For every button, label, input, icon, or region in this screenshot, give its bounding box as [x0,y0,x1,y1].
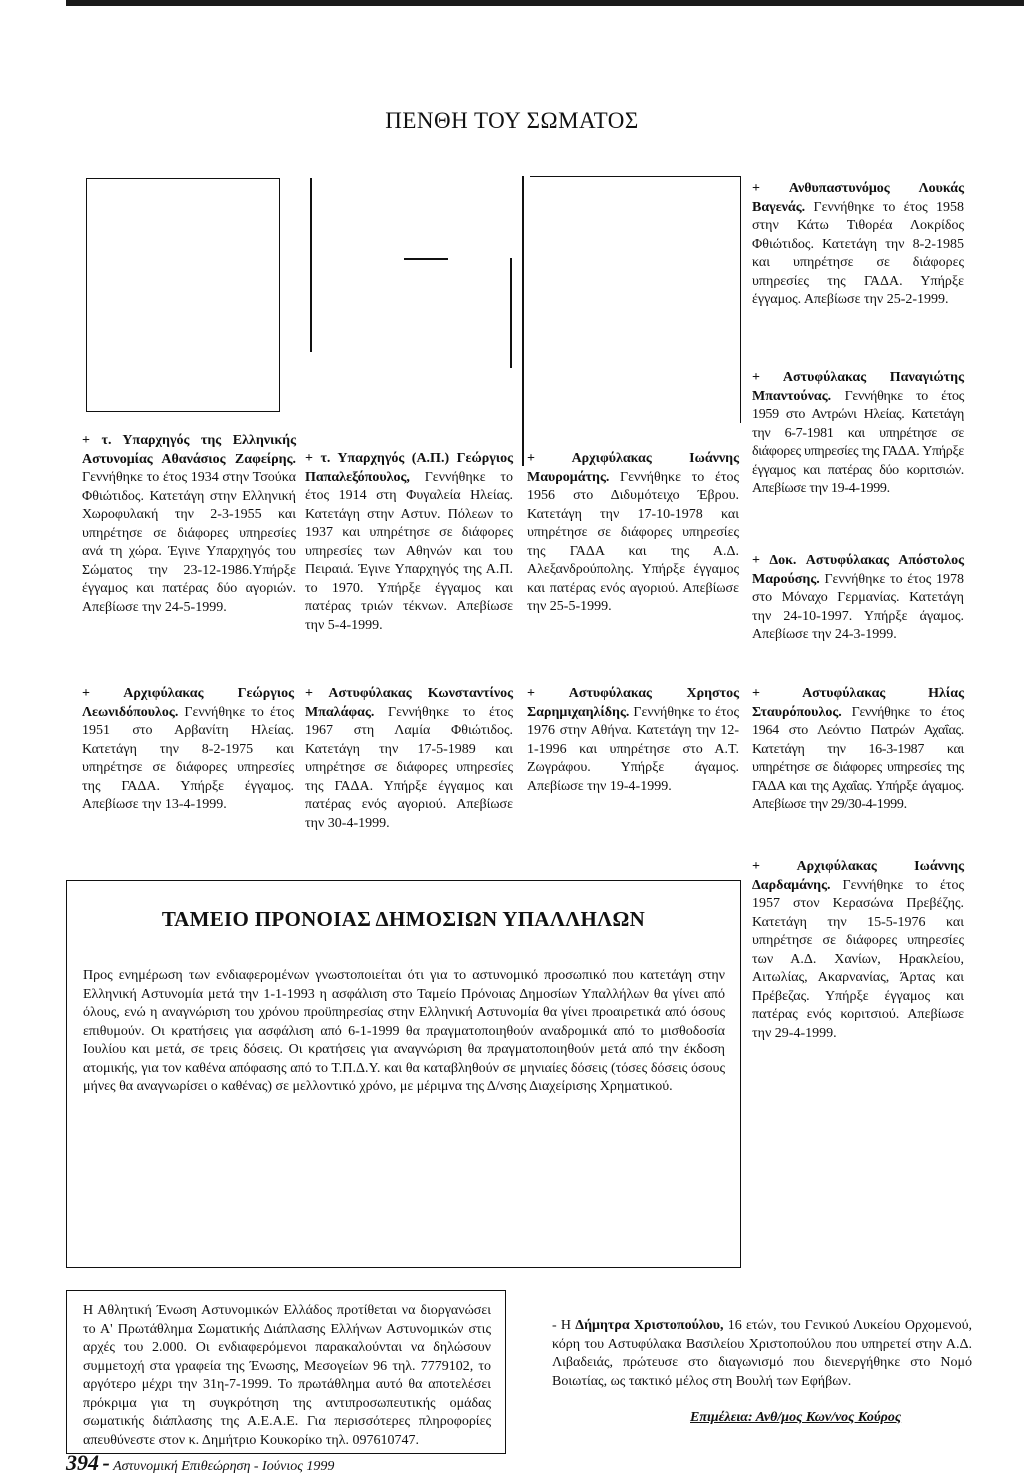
obituary-text: Γεννήθηκε το έτος 1967 στη Λαμία Φθιώτιδος. Κατετάγη την 17-5-1989 και υπηρέτησε σε διάφορες υπηρεσίες της ΓΑΔΑ. Υπήρξε έγγαμος και πατέρας ενός αγοριού. Απεβίωσε την 30-4-1999. [305,704,513,831]
photo-frame-3 [530,176,741,423]
obituary-papalexopoulos [305,450,513,635]
distinction-notice [552,1317,972,1391]
photo-frame-2-edge [510,258,512,368]
sport-notice-text: Η Αθλητική Ένωση Αστυνομικών Ελλάδος προτίθεται να διοργανώσει το Α' Πρωτάθλημα Σωματικής Διάπλασης Ελλήνων Αστυνομικών στις αρχές του 2.000. Οι ενδιαφερόμενοι παρακαλούνται να δηλώσουν συμμετοχή στα γραφεία της Ένωσης, Μεσογείων 96 τηλ. 7779102, το αργότερο μέχρι την 31η-7-1999. Το πρωτάθλημα αυτό θα αποτελέσει πρόκριμα για τη συγκρότηση της αντιπροσωπευτικής ομάδας σωματικής διάπλασης της Α.Ε.Α.Ε. Για περισσότερες πληροφορίες απευθύνεστε στον κ. Δημήτριο Κουκορίκο τηλ. 097610747. [83,1303,491,1448]
obituary-name: + τ. Υπαρχηγός (Α.Π.) Γεώργιος Παπαλεξόπουλος, [305,451,513,485]
obituary-name: + Αρχιφύλακας Ιωάννης Μαυρομάτης. [527,451,739,485]
page-footer [66,1450,334,1476]
page-number: 394 [66,1450,99,1475]
footer-dash: - [102,1450,110,1475]
obituary-name: + Αρχιφύλακας Ιωάννης Δαρδαμάνης. [752,859,964,893]
obituary-text: Γεννήθηκε το έτος 1957 στον Κερασώνα Πρεβέζης. Κατετάγη την 15-5-1976 και υπηρέτησε σε διάφορες υπηρεσίες των Α.Δ. Χανίων, Ηρακλείου, Αιτωλίας, Ακαρνανίας, Άρτας και Πρέβεζας. Υπήρξε έγγαμος και πατέρας ενός κοριτσιού. Απεβίωσε την 29-4-1999. [752,877,965,1041]
obituary-name: + Αστυφύλακας Χρηστος Σαρημιχαηλίδης. [527,686,739,720]
top-rule [66,0,1024,6]
obituary-text: Γεννήθηκε το έτος 1959 στο Αντρώνι Ηλείας. Κατετάγη την 6-7-1981 και υπηρέτησε σε διάφορες υπηρεσίες της ΓΑΔΑ. Υπήρξε έγγαμος και πατέρας δύο κοριτσιών. Απεβίωσε την 19-4-1999. [752,388,964,496]
obituary-dardamanis [752,858,964,1043]
obituary-text: Γεννήθηκε το έτος 1951 στο Αρβανίτη Ηλείας. Κατετάγη την 8-2-1975 και υπηρέτησε σε διάφορες υπηρεσίες της ΓΑΔΑ. Υπήρξε έγγαμος. Απεβίωσε την 13-4-1999. [82,704,295,812]
photo-frame-3-edge [522,176,524,466]
photo-frame-2-mark [404,258,448,260]
obituary-name: + Δοκ. Αστυφύλακας Απόστολος Μαρούσης. [752,553,964,587]
obituary-zafeiris [82,432,296,617]
obituary-mpantounas [752,369,964,499]
obituary-name: + Αρχιφύλακας Γεώργιος Λεωνιδόπουλος. [82,686,294,720]
obituary-sarimichailidis [527,685,739,796]
obituary-name: + τ. Υπαρχηγός της Ελληνικής Αστυνομίας Αθανάσιος Ζαφείρης. [82,433,296,467]
obituary-stavropoulos [752,685,964,815]
magazine-issue: Αστυνομική Επιθεώρηση - Ιούνιος 1999 [113,1459,335,1474]
obituary-name: + Αστυφύλακας Ηλίας Σταυρόπουλος. [752,686,964,720]
obituary-text: Γεννήθηκε το έτος 1978 στο Μόναχο Γερμανίας. Κατετάγη την 24-10-1997. Υπήρξε άγαμος. Απεβίωσε την 24-3-1999. [752,571,965,642]
obituary-name: + Αστυφύλακας Παναγιώτης Μπαντούνας. [752,370,964,404]
photo-frame-1 [86,178,280,412]
obituary-vagenas [752,180,964,310]
fund-notice-text: Προς ενημέρωση των ενδιαφερομένων γνωστοποιείται ότι για το αστυνομικό προσωπικό που κατετάγη στην Ελληνική Αστυνομία μετά την 1-1-1993 η ασφάλιση στο Ταμείο Πρόνοιας Δημοσίων Υπαλλήλων θα γίνει από όλους, ενώ η αναγνώριση του χρόνου προϋπηρεσίας στην Ελληνική Αστυνομία θα γίνει προαιρετικά από όσους επιθυμούν. Οι κρατήσεις για ασφάλιση από 6-1-1999 θα πραγματοποιηθούν αναδρομικά από το μισθοδοσία Ιουλίου και μετά, σε τρεις δόσεις. Οι κρατήσεις για αναγνώριση θα πραγματοποιηθούν μετά από την έκδοση ατομικής, για τον καθένα απόφασης από το Τ.Π.Δ.Υ. και θα καταβληθούν σε μηνιαίες δόσεις (τόσες δόσεις όσους μήνες θα αναγνωρίσει ο καθένας) σε μελλοντικό χρόνο, με μέριμνα της Δ/νσης Διαχείρισης Χρηματικού. [83,968,725,1094]
obituary-mavromatis [527,450,739,617]
editor-credit: Επιμέλεια: Ανθ/μος Κων/νος Κούρος [690,1410,902,1425]
distinction-text: 16 ετών, του Γενικού Λυκείου Ορχομενού, κόρη του Αστυφύλακα Βασιλείου Χριστοπούλου που υπηρετεί στην Α.Δ. Λιβαδειάς, πρώτευσε στο διαγωνισμό που διενεργήθηκε στο Νομό Βοιωτίας, ως τακτικό μέλος στη Βουλή των Εφήβων. [552,1318,973,1389]
obituary-text: Γεννήθηκε το έτος 1914 στη Φυγαλεία Ηλείας. Κατετάγη στην Αστυν. Πόλεων το 1937 και υπηρέτησε σε διάφορες υπηρεσίες των Αθηνών και του Πειραιά. Έγινε Υπαρχηγός της Α.Π. το 1970. Υπήρξε έγγαμος και πατέρας τριών τέκνων. Απεβίωσε την 5-4-1999. [305,469,514,633]
obituary-text: Γεννήθηκε το έτος 1964 στο Λεόντιο Πατρών Αχαΐας. Κατετάγη την 16-3-1987 και υπηρέτησε σε διάφορες υπηρεσίες της ΓΑΔΑ και της Αχαΐας. Υπήρξε άγαμος. Απεβίωσε την 29/30-4-1999. [752,704,964,812]
obituary-text: Γεννήθηκε το έτος 1956 στο Διδυμότειχο Έβρου. Κατετάγη την 17-10-1978 και υπηρέτησε σε διάφορες υπηρεσίες της ΓΑΔΑ και της Α.Δ. Αλεξανδρούπολης. Υπήρξε έγγαμος και πατέρας ενός αγοριού. Απεβίωσε την 25-5-1999. [527,469,740,614]
obituary-text: Γεννήθηκε το έτος 1958 στην Κάτω Τιθορέα Λοκρίδος Φθιώτιδος. Κατετάγη την 8-2-1985 και υπηρέτησε σε διάφορες υπηρεσίες της ΓΑΔΑ. Υπήρξε έγγαμος. Απεβίωσε την 25-2-1999. [752,199,964,307]
sport-notice-box [66,1290,506,1454]
fund-notice-heading: ΤΑΜΕΙΟ ΠΡΟΝΟΙΑΣ ΔΗΜΟΣΙΩΝ ΥΠΑΛΛΗΛΩΝ [161,907,646,931]
obituary-name: + Ανθυπαστυνόμος Λουκάς Βαγενάς. [752,181,964,215]
obituary-text: Γεννήθηκε το έτος 1976 στην Αθήνα. Κατετάγη την 12-1-1996 και υπηρέτησε στο Α.Τ. Ζωγράφου. Υπήρξε άγαμος. Απεβίωσε την 19-4-1999. [527,704,739,794]
photo-frame-2 [310,178,517,352]
obituary-marousis [752,552,964,645]
obituary-text: Γεννήθηκε το έτος 1934 στην Τσούκα Φθιώτιδος. Κατετάγη στην Ελληνική Χωροφυλακή την 2-3-1955 και υπηρέτησε σε διάφορες υπηρεσίες ανά τη χώρα. Έγινε Υπαρχηγός του Σώματος την 23-12-1986.Υπήρξε έγγαμος και πατέρας δύο αγοριών. Απεβίωσε την 24-5-1999. [82,470,296,615]
obituary-mpalafas [305,685,513,833]
obituary-leonidopoulos [82,685,294,815]
page-title: ΠΕΝΘΗ ΤΟΥ ΣΩΜΑΤΟΣ [385,108,639,133]
distinction-prefix: - Η [552,1318,572,1333]
obituary-name: + Αστυφύλακας Κωνσταντίνος Μπαλάφας. [305,686,513,720]
fund-notice-box [66,880,741,1268]
distinction-name: Δήμητρα Χριστοπούλου, [575,1318,724,1333]
